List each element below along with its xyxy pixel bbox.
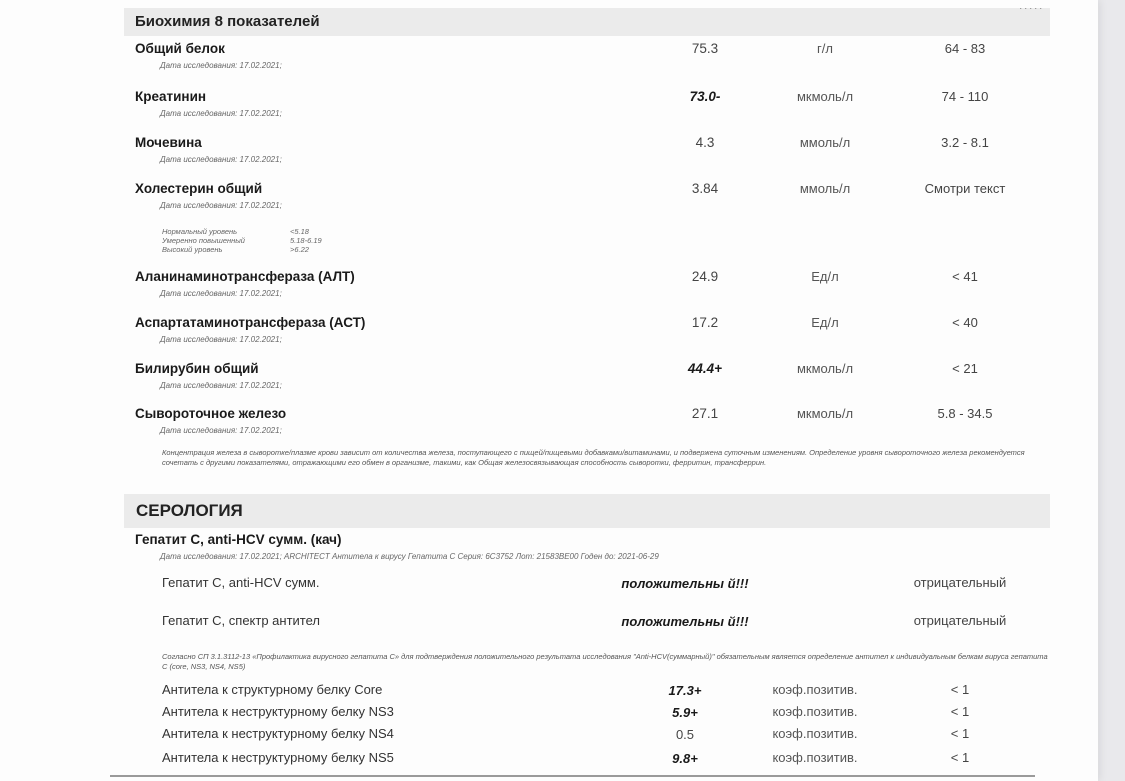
- antibody-unit: коэф.позитив.: [772, 750, 858, 765]
- level-value: <5.18: [290, 227, 309, 236]
- level-value: 5.18-6.19: [290, 236, 322, 245]
- test-unit: г/л: [817, 41, 833, 56]
- test-name: Сывороточное железо: [135, 406, 287, 421]
- test-value: 17.2: [691, 315, 719, 330]
- section-title: Биохимия 8 показателей: [135, 13, 320, 30]
- level-value: >6.22: [290, 245, 309, 254]
- antibody-reference: < 1: [950, 726, 970, 741]
- test-date: Дата исследования: 17.02.2021;: [160, 426, 282, 435]
- test-unit: ммоль/л: [799, 135, 851, 150]
- test-name: Креатинин: [135, 89, 207, 104]
- test-value-flagged: 44.4+: [687, 361, 723, 376]
- hcv-test-date: Дата исследования: 17.02.2021; ARCHITECT Антитела к вирусу Гепатита С Серия: 6C3752 Лот: 21583BE00 Годен до: 2021-06-29: [160, 552, 659, 561]
- level-label: Нормальный уровень: [162, 227, 238, 236]
- section-header-serology: [124, 494, 1050, 528]
- test-reference: 64 - 83: [944, 41, 986, 56]
- test-date: Дата исследования: 17.02.2021;: [160, 155, 282, 164]
- test-unit: мкмоль/л: [796, 361, 854, 376]
- antibody-unit: коэф.позитив.: [772, 726, 858, 741]
- serology-reference: отрицательный: [913, 613, 1007, 628]
- test-reference: 5.8 - 34.5: [937, 406, 993, 421]
- serology-test-name: Гепатит С, anti-HCV сумм.: [162, 575, 320, 590]
- test-date: Дата исследования: 17.02.2021;: [160, 289, 282, 298]
- iron-note: Концентрация железа в сыворотке/плазме крови зависит от количества железа, поступающего с пищей/пищевыми добавками/витаминами, и подвержена суточным изменениям. Определение уровня сывороточного железа рекомендуется сочетать с другими показателями, отражающими его обмен в организме, такими, как Общая железосвязывающая способность сыворотки, ферритин, трансферрин.: [162, 448, 1025, 467]
- serology-result: положительны й!!!: [621, 614, 749, 629]
- serology-reference: отрицательный: [913, 575, 1007, 590]
- antibody-reference: < 1: [950, 750, 970, 765]
- test-name: Аланинаминотрансфераза (АЛТ): [135, 269, 355, 284]
- antibody-name: Антитела к неструктурному белку NS3: [162, 704, 394, 719]
- test-reference: 74 - 110: [941, 89, 989, 104]
- test-name: Аспартатаминотрансфераза (АСТ): [135, 315, 366, 330]
- header-corner-text: . . . . .: [1019, 1, 1042, 11]
- test-unit: Ед/л: [811, 269, 839, 284]
- test-name: Общий белок: [135, 41, 225, 56]
- test-name: Холестерин общий: [135, 181, 263, 196]
- test-unit: ммоль/л: [799, 181, 851, 196]
- test-date: Дата исследования: 17.02.2021;: [160, 109, 282, 118]
- level-line: [162, 236, 322, 245]
- test-date: Дата исследования: 17.02.2021;: [160, 61, 282, 70]
- level-label: Умеренно повышенный: [162, 236, 245, 245]
- sp-regulation-note: Согласно СП 3.1.3112-13 «Профилактика вирусного гепатита С» для подтверждения положительного результата исследования "Anti-HCV(суммарный)" обязательным является определение антител к индивидуальным белкам вируса гепатита С (core, NS3, NS4, NS5): [162, 652, 1048, 671]
- test-value: 4.3: [695, 135, 715, 150]
- serology-test-name: Гепатит С, спектр антител: [162, 613, 320, 628]
- test-unit: мкмоль/л: [796, 406, 854, 421]
- antibody-unit: коэф.позитив.: [772, 704, 858, 719]
- serology-result: положительны й!!!: [621, 576, 749, 591]
- test-date: Дата исследования: 17.02.2021;: [160, 381, 282, 390]
- antibody-name: Антитела к неструктурному белку NS5: [162, 750, 394, 765]
- test-value: 27.1: [691, 406, 719, 421]
- test-value: 24.9: [691, 269, 719, 284]
- antibody-reference: < 1: [950, 682, 970, 697]
- test-value: 75.3: [691, 41, 719, 56]
- bottom-divider: [110, 775, 1035, 777]
- test-unit: Ед/л: [811, 315, 839, 330]
- test-name: Билирубин общий: [135, 361, 259, 376]
- section-title: СЕРОЛОГИЯ: [136, 501, 243, 520]
- test-reference: < 40: [952, 315, 978, 330]
- test-date: Дата исследования: 17.02.2021;: [160, 335, 282, 344]
- test-reference: < 21: [952, 361, 978, 376]
- test-reference: Смотри текст: [924, 181, 1006, 196]
- level-line: [162, 245, 322, 254]
- test-value-flagged: 73.0-: [689, 89, 721, 104]
- cholesterol-levels-note: [162, 227, 322, 254]
- hcv-test-title: Гепатит С, anti-HCV сумм. (кач): [135, 532, 342, 547]
- antibody-unit: коэф.позитив.: [772, 682, 858, 697]
- test-value: 3.84: [691, 181, 719, 196]
- antibody-value-flagged: 5.9+: [672, 705, 698, 720]
- antibody-value-flagged: 17.3+: [668, 683, 702, 698]
- test-reference: < 41: [952, 269, 978, 284]
- test-date: Дата исследования: 17.02.2021;: [160, 201, 282, 210]
- test-reference: 3.2 - 8.1: [941, 135, 989, 150]
- antibody-value-flagged: 9.8+: [672, 751, 698, 766]
- section-header-biochemistry: [124, 1, 1050, 36]
- antibody-name: Антитела к структурному белку Core: [162, 682, 383, 697]
- antibody-reference: < 1: [950, 704, 970, 719]
- test-name: Мочевина: [135, 135, 202, 150]
- antibody-value: 0.5: [675, 727, 695, 742]
- test-unit: мкмоль/л: [796, 89, 854, 104]
- antibody-name: Антитела к неструктурному белку NS4: [162, 726, 394, 741]
- level-line: [162, 227, 322, 236]
- level-label: Высокий уровень: [162, 245, 223, 254]
